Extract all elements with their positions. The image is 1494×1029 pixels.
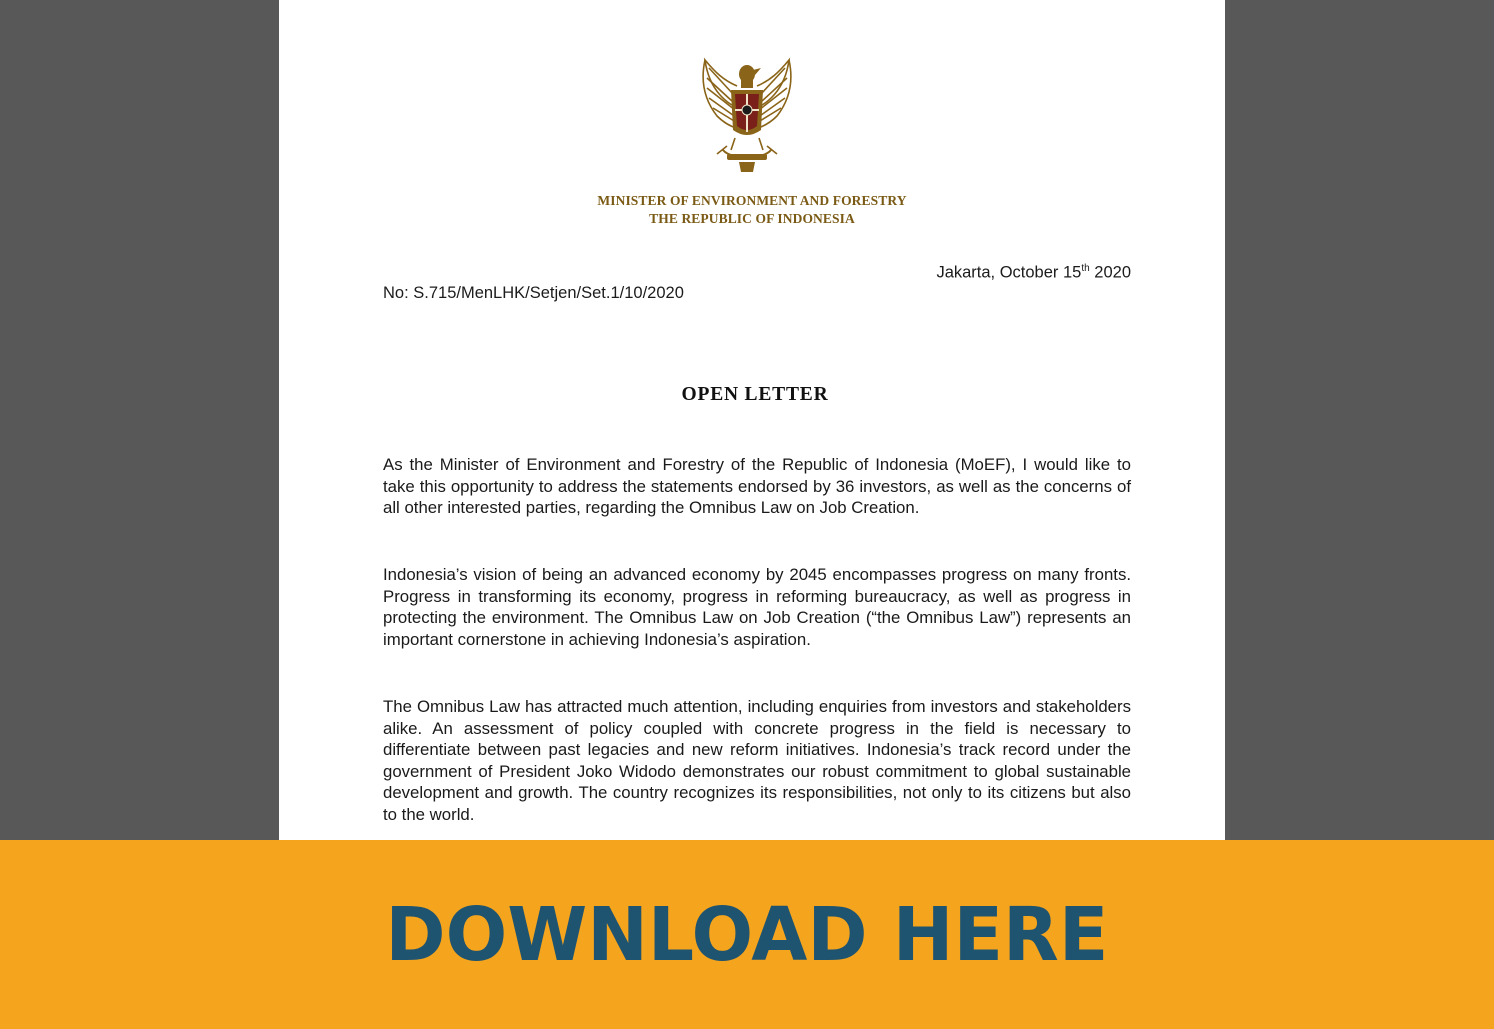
- ministry-line-1: MINISTER OF ENVIRONMENT AND FORESTRY: [597, 193, 907, 208]
- letter-page: [279, 0, 1225, 840]
- garuda-emblem-icon: [687, 50, 807, 180]
- paragraph-2: Indonesia’s vision of being an advanced economy by 2045 encompasses progress on many fronts. Progress in transforming its economy, progress in reforming bureaucracy, as well as progress in protecting the environment. The Omnibus Law on Job Creation (“the Omnibus Law”) represents an important cornerstone in achieving Indonesia’s aspiration.: [383, 565, 1131, 649]
- paragraph-3: The Omnibus Law has attracted much attention, including enquiries from investors and stakeholders alike. An assessment of policy coupled with concrete progress in the field is necessary to differentiate between past legacies and new reform initiatives. Indonesia’s track record under the government of President Joko Widodo demonstrates our robust commitment to global sustainable development and growth. The country recognizes its responsibilities, not only to its citizens but also to the world.: [383, 697, 1131, 824]
- letter-title: OPEN LETTER: [681, 384, 829, 405]
- date-prefix: Jakarta, October 15: [936, 263, 1082, 282]
- ministry-line-2: THE REPUBLIC OF INDONESIA: [649, 211, 855, 226]
- download-label: DOWNLOAD HERE: [385, 891, 1109, 978]
- paragraph-1: As the Minister of Environment and Forestry of the Republic of Indonesia (MoEF), I would like to take this opportunity to address the statements endorsed by 36 investors, as well as the concerns of all other interested parties, regarding the Omnibus Law on Job Creation.: [383, 455, 1131, 518]
- right-background: [1225, 0, 1494, 840]
- date-ordinal: th: [1081, 263, 1090, 274]
- ministry-heading: [279, 192, 1225, 228]
- date-suffix: 2020: [1089, 263, 1131, 282]
- reference-number: No: S.715/MenLHK/Setjen/Set.1/10/2020: [383, 284, 684, 302]
- letter-date: [839, 263, 1131, 283]
- left-background: [0, 0, 279, 840]
- download-banner-button[interactable]: [0, 840, 1494, 1029]
